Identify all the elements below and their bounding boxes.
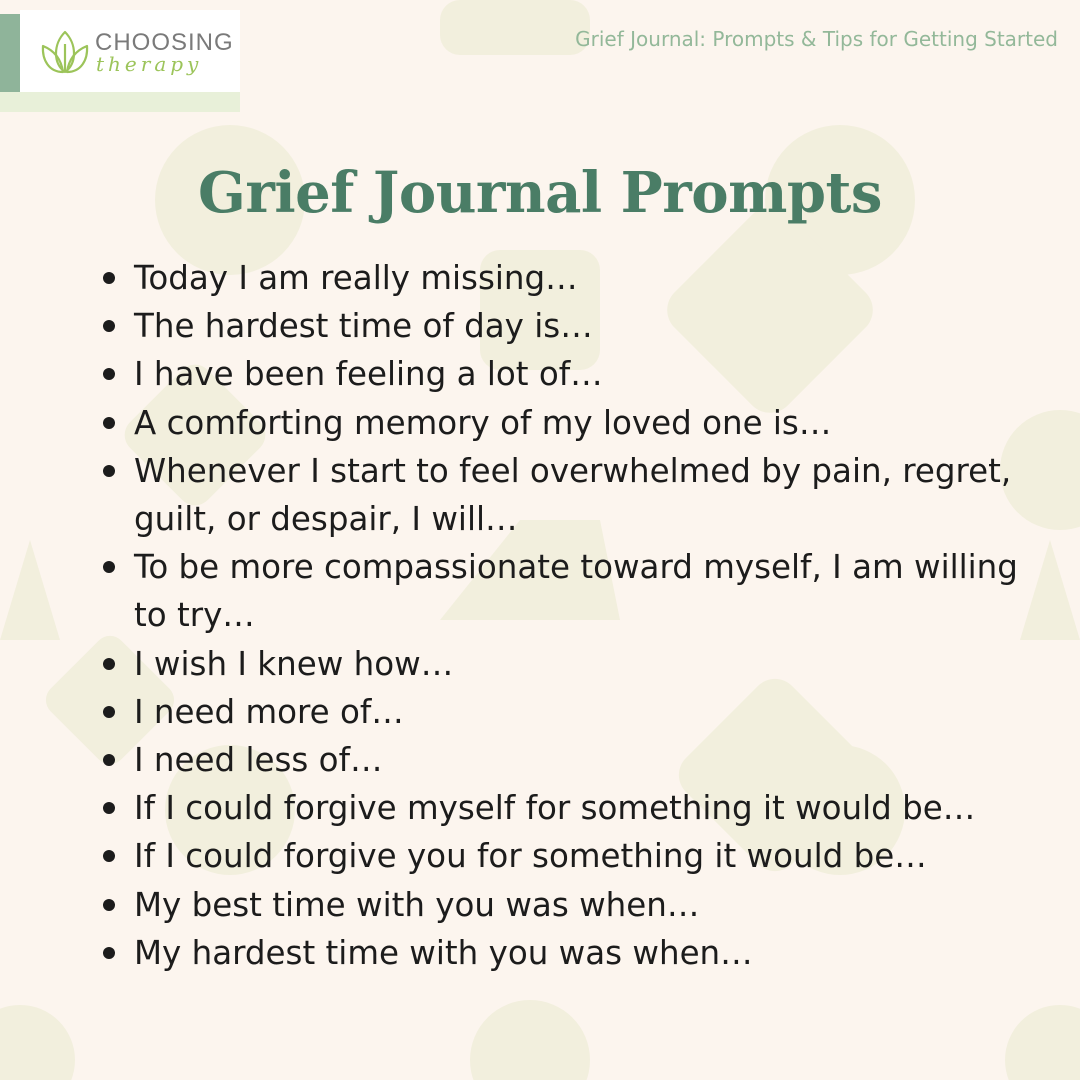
bullet-icon — [103, 706, 115, 718]
bullet-icon — [103, 947, 115, 959]
bullet-icon — [103, 754, 115, 766]
brand-logo[interactable] — [0, 0, 240, 112]
list-item — [100, 447, 1030, 543]
prompt-text: Whenever I start to feel overwhelmed by pain, regret, guilt, or despair, I will… — [134, 451, 1012, 539]
prompt-text: My best time with you was when… — [134, 885, 700, 924]
list-item — [100, 929, 1030, 977]
bullet-icon — [103, 368, 115, 380]
bullet-icon — [103, 465, 115, 477]
list-item — [100, 832, 1030, 880]
list-item — [100, 784, 1030, 832]
list-item — [100, 881, 1030, 929]
bullet-icon — [103, 850, 115, 862]
logo-wordmark-primary: CHOOSING — [95, 29, 234, 56]
bullet-icon — [103, 320, 115, 332]
bullet-icon — [103, 802, 115, 814]
bullet-icon — [103, 417, 115, 429]
bullet-icon — [103, 561, 115, 573]
list-item — [100, 640, 1030, 688]
prompt-text: I need less of… — [134, 741, 383, 780]
list-item — [100, 543, 1030, 639]
bullet-icon — [103, 658, 115, 670]
list-item — [100, 350, 1030, 398]
list-item — [100, 302, 1030, 350]
prompt-text: I need more of… — [134, 692, 404, 731]
list-item — [100, 736, 1030, 784]
prompt-text: If I could forgive you for something it would be… — [134, 837, 927, 876]
bullet-icon — [103, 272, 115, 284]
list-item — [100, 399, 1030, 447]
prompt-text: The hardest time of day is… — [134, 307, 593, 346]
page-title: Grief Journal Prompts — [198, 160, 882, 226]
prompt-text: To be more compassionate toward myself, I am willing to try… — [134, 548, 1018, 635]
logo-accent-band — [0, 92, 240, 112]
prompt-text: I wish I knew how… — [134, 644, 454, 683]
article-title: Grief Journal: Prompts & Tips for Getting Started — [575, 27, 1058, 51]
list-item — [100, 688, 1030, 736]
prompt-text: Today I am really missing… — [134, 259, 578, 297]
prompt-text: A comforting memory of my loved one is… — [134, 403, 832, 442]
list-item — [100, 254, 1030, 302]
leaf-logo-icon — [40, 28, 90, 76]
logo-wordmark-secondary: therapy — [96, 52, 203, 76]
bullet-icon — [103, 899, 115, 911]
prompt-text: If I could forgive myself for something it would be… — [134, 789, 976, 828]
prompt-text: I have been feeling a lot of… — [134, 355, 603, 394]
prompt-text: My hardest time with you was when… — [134, 933, 753, 972]
prompt-list — [100, 254, 1030, 977]
